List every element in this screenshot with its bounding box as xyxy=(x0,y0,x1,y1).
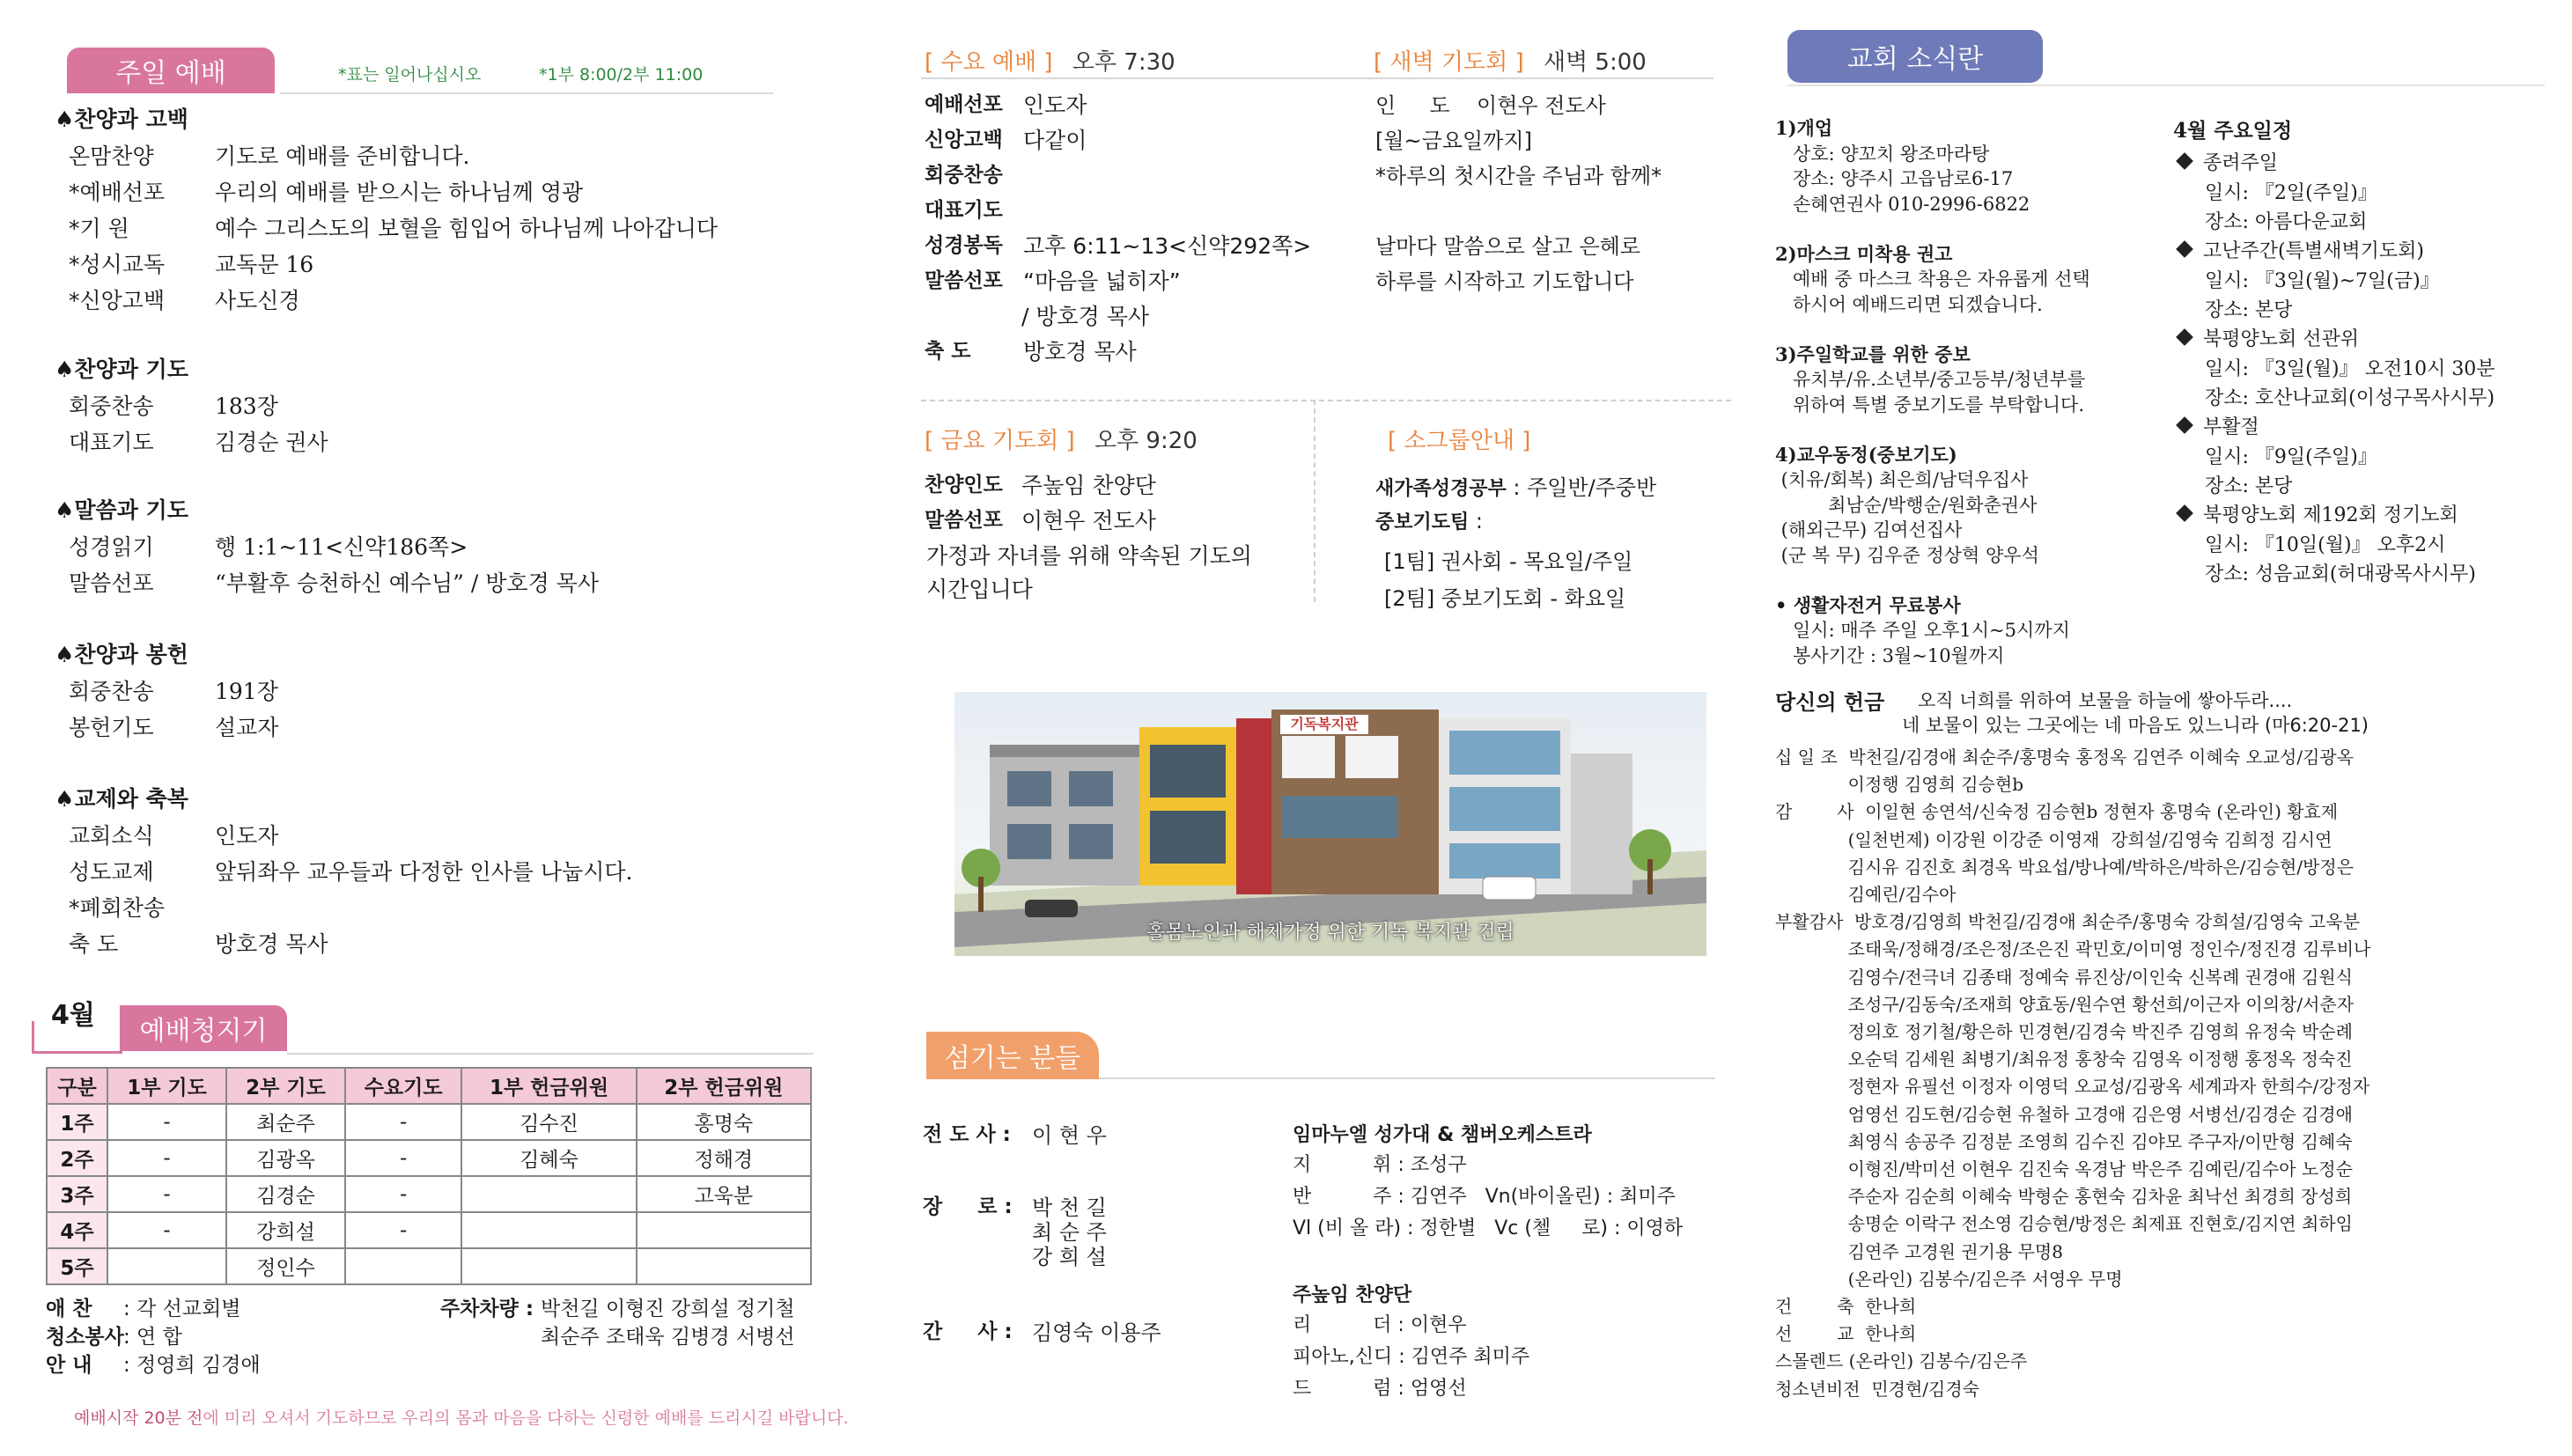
servant-name: 최 순 주 xyxy=(1032,1220,1107,1245)
worship-item-label: 회중찬송 xyxy=(69,679,154,704)
offering-line: 조성구/김동숙/조재희 양효동/원수연 황선희/이근자 이의창/서춘자 xyxy=(1775,993,2355,1015)
news-line: 손혜연권사 010-2996-6822 xyxy=(1775,193,2030,215)
table-cell: 최순주 xyxy=(226,1104,345,1140)
worship-item-label: 봉헌기도 xyxy=(69,715,154,740)
wednesday-label: 말씀선포 xyxy=(925,269,1003,292)
worship-item-value: 191장 xyxy=(215,679,278,704)
news-line: 일시: 매주 주일 오후1시~5시까지 xyxy=(1775,620,2070,641)
worship-item-value: 방호경 목사 xyxy=(215,931,328,957)
news-line: (치유/회복) 최은희/남덕우집사 xyxy=(1775,469,2029,490)
table-header-cell: 구분 xyxy=(47,1068,107,1104)
schedule-name: 고난주간(특별새벽기도회) xyxy=(2203,240,2424,262)
table-cell: 김수진 xyxy=(461,1104,636,1140)
small-group-line xyxy=(1375,470,1656,501)
schedule-item xyxy=(2175,500,2458,527)
worship-item-label: 축 도 xyxy=(69,931,119,957)
attendance-tab: 예배청지기 xyxy=(120,1005,287,1051)
wednesday-value: “마음을 넓히자” xyxy=(1023,268,1181,294)
worship-item-value: 김경순 권사 xyxy=(215,430,328,455)
servant-name: 김영숙 이용주 xyxy=(1032,1320,1161,1345)
worship-item-label: *신앙고백 xyxy=(69,288,166,313)
friday-text-1: 가정과 자녀를 위해 약속된 기도의 xyxy=(926,543,1252,569)
small-group-name: 새가족성경공부 xyxy=(1375,478,1507,500)
wednesday-title-text: [ 수요 예배 ] xyxy=(925,49,1053,76)
friday-label: 찬양인도 xyxy=(925,474,1003,496)
servant-role: 간 사 : xyxy=(923,1320,1013,1343)
dawn-line: [월~금요일까지] xyxy=(1375,129,1532,153)
friday-value: 주높임 찬양단 xyxy=(1021,473,1156,498)
dawn-title-text: [ 새벽 기도회 ] xyxy=(1374,49,1524,76)
parking-label: 주차차량 : xyxy=(440,1298,534,1320)
offering-line: 건 축 한나희 xyxy=(1775,1296,1917,1317)
wednesday-value: 인도자 xyxy=(1023,92,1087,118)
table-cell: 정해경 xyxy=(637,1140,811,1176)
small-group-detail: : 주일반/주중반 xyxy=(1506,475,1657,500)
offering-line: 주순자 김순희 이혜숙 박형순 홍현숙 김차윤 최낙선 최경희 장성희 xyxy=(1775,1186,2353,1208)
table-header-cell: 수요기도 xyxy=(345,1068,461,1104)
news-line: 최남순/박행순/원화춘권사 xyxy=(1775,494,2038,516)
offering-line: 십 일 조 박천길/김경애 최순주/홍명숙 홍정옥 김연주 이혜숙 오교성/김광옥 xyxy=(1775,746,2355,768)
building-image xyxy=(954,692,1706,956)
schedule-name: 부활절 xyxy=(2203,416,2259,438)
schedule-name: 종려주일 xyxy=(2203,152,2279,174)
schedule-detail: 장소: 아름다운교회 xyxy=(2205,211,2368,233)
footer-value: : 연 합 xyxy=(123,1326,182,1349)
month-tab-box xyxy=(32,1021,122,1054)
table-cell: 김혜숙 xyxy=(461,1140,636,1176)
worship-item-label: 성도교제 xyxy=(69,859,154,885)
worship-item-label: *기 원 xyxy=(69,216,129,241)
schedule-item xyxy=(2175,236,2424,263)
news-line: 하시어 예배드리면 되겠습니다. xyxy=(1775,293,2043,315)
offering-line: 선 교 한나희 xyxy=(1775,1323,1917,1345)
section-title: ♠말씀과 기도 xyxy=(55,497,188,523)
table-header-cell: 2부 기도 xyxy=(226,1068,345,1104)
news-line: (군 복 무) 김우준 정상혁 양우석 xyxy=(1775,544,2039,566)
table-cell: 고욱분 xyxy=(637,1176,811,1212)
table-cell xyxy=(637,1248,811,1284)
servant-name: 이 현 우 xyxy=(1032,1123,1107,1148)
praise-line: 피아노,신디 : 김연주 최미주 xyxy=(1293,1346,1530,1368)
table-cell: 정인수 xyxy=(226,1248,345,1284)
month-label: 4월 xyxy=(51,1000,95,1031)
praise-line: 리 더 : 이현우 xyxy=(1293,1314,1467,1336)
table-cell: - xyxy=(107,1104,226,1140)
worship-item-value: 사도신경 xyxy=(215,288,300,313)
dawn-line: 인 도 이현우 전도사 xyxy=(1375,93,1606,118)
news-line: 장소: 양주시 고읍남로6-17 xyxy=(1775,168,2014,189)
offering-line: 송명순 이락구 전소영 김승현/방정은 최제표 진현호/김지연 최하임 xyxy=(1775,1213,2353,1235)
wednesday-label: 대표기도 xyxy=(925,199,1003,222)
friday-title xyxy=(925,423,1198,455)
choir-line: 지 휘 : 조성구 xyxy=(1293,1154,1467,1176)
table-cell: 홍명숙 xyxy=(637,1104,811,1140)
schedule-detail: 장소: 성음교회(허대광목사시무) xyxy=(2205,563,2476,585)
offering-line: 청소년비전 민경현/김경숙 xyxy=(1775,1378,1979,1400)
standing-note: *표는 일어나십시오 xyxy=(338,65,482,85)
diamond-icon xyxy=(2176,504,2193,522)
table-cell: 김광옥 xyxy=(226,1140,345,1176)
section-title: ♠찬양과 고백 xyxy=(55,107,188,132)
footer-value: : 정영희 김경애 xyxy=(123,1354,261,1377)
table-cell: - xyxy=(345,1104,461,1140)
worship-item-label: *성시교독 xyxy=(69,252,166,277)
footer-label: 청소봉사 xyxy=(46,1326,124,1349)
worship-item-value: 앞뒤좌우 교우들과 다정한 인사를 나눕시다. xyxy=(215,859,633,885)
offering-line: 오순덕 김세원 최병기/최유정 홍창숙 김영옥 이정행 홍정옥 정숙진 xyxy=(1775,1048,2353,1070)
service-times-note: *1부 8:00/2부 11:00 xyxy=(539,65,704,85)
dawn-line: 하루를 시작하고 기도합니다 xyxy=(1375,269,1634,294)
worship-item-value: 행 1:1~11<신약186쪽> xyxy=(215,534,468,560)
table-cell xyxy=(461,1248,636,1284)
offering-line: 정현자 유필선 이정자 이영덕 오교성/김광옥 세계과자 한희수/강정자 xyxy=(1775,1076,2370,1098)
table-header-cell: 1부 헌금위원 xyxy=(461,1068,636,1104)
worship-item-value: 예수 그리스도의 보혈을 힘입어 하나님께 나아갑니다 xyxy=(215,216,719,241)
table-cell: 강희설 xyxy=(226,1212,345,1248)
wednesday-value: / 방호경 목사 xyxy=(1021,304,1150,329)
news-rule xyxy=(1787,85,2545,86)
table-cell: - xyxy=(345,1212,461,1248)
footer-value: : 각 선교회별 xyxy=(123,1298,241,1320)
news-line: 유치부/유.소년부/중고등부/청년부를 xyxy=(1775,369,2086,390)
schedule-name: 북평양노회 선관위 xyxy=(2203,328,2360,350)
wednesday-label: 축 도 xyxy=(925,340,971,363)
header-divider xyxy=(280,92,773,94)
news-heading: 1)개업 xyxy=(1775,117,1833,139)
offering-line: 스몰렌드 (온라인) 김봉수/김은주 xyxy=(1775,1350,2028,1372)
news-heading: 4)교우동정(중보기도) xyxy=(1775,443,1957,466)
friday-time: 오후 9:20 xyxy=(1094,428,1198,454)
schedule-detail: 장소: 본당 xyxy=(2205,475,2293,497)
offering-line: 감 사 이일현 송연석/신숙정 김승현b 정현자 홍명숙 (온라인) 황효제 xyxy=(1775,801,2339,823)
offering-line: 김영수/전극녀 김종태 정예숙 류진상/이인숙 신복례 권경애 김원식 xyxy=(1775,966,2353,988)
servants-tab: 섬기는 분들 xyxy=(926,1032,1099,1079)
friday-text-2: 시간입니다 xyxy=(926,577,1033,602)
building-sign: 기독복지관 xyxy=(1280,715,1368,734)
offering-line: (일천번제) 이강원 이강준 이영재 강희설/김영숙 김희정 김시연 xyxy=(1775,828,2332,850)
news-line: 예배 중 마스크 착용은 자유롭게 선택 xyxy=(1775,268,2090,290)
choir-title: 임마누엘 성가대 & 챔버오케스트라 xyxy=(1293,1124,1592,1146)
wednesday-title xyxy=(925,44,1175,77)
offering-line: 정의호 정기철/황은하 민경현/김경숙 박진주 김영희 유정숙 박순례 xyxy=(1775,1021,2353,1042)
wednesday-label: 성경봉독 xyxy=(925,234,1003,257)
worship-item-value: 설교자 xyxy=(215,715,279,740)
news-line: (해외근무) 김여선집사 xyxy=(1775,519,1963,540)
worship-item-value: 183장 xyxy=(215,393,278,419)
section-title: ♠찬양과 기도 xyxy=(55,357,188,382)
offering-line: 김예린/김수아 xyxy=(1775,884,1957,905)
schedule-item xyxy=(2175,324,2359,351)
bottom-note xyxy=(74,1405,849,1429)
offering-verse-1: 오직 너희를 위하여 보물을 하늘에 쌓아두라.... xyxy=(1918,690,2293,711)
offering-title: 당신의 헌금 xyxy=(1775,689,1885,715)
wednesday-time: 오후 7:30 xyxy=(1072,49,1175,76)
choir-line: 반 주 : 김연주 Vn(바이올린) : 최미주 xyxy=(1293,1186,1676,1208)
bottom-note-strong: 예배시작 20분 전 xyxy=(74,1408,203,1428)
news-heading: 2)마스크 미착용 권고 xyxy=(1775,242,1953,265)
wednesday-label: 예배선포 xyxy=(925,93,1003,116)
offering-line: 이형진/박미선 이현우 김진숙 옥경남 박은주 김예린/김수아 노정순 xyxy=(1775,1158,2353,1180)
table-row xyxy=(47,1104,811,1140)
offering-verse-2: 네 보물이 있는 그곳에는 네 마음도 있느니라 (마6:20-21) xyxy=(1902,715,2369,736)
parking-line-1: 박천길 이형진 강희설 정기철 xyxy=(541,1298,795,1320)
praise-line: 드 럼 : 엄영선 xyxy=(1293,1378,1467,1400)
news-heading: 3)주일학교를 위한 중보 xyxy=(1775,342,1971,365)
section-title: ♠교제와 축복 xyxy=(55,786,188,812)
worship-item-label: *폐회찬송 xyxy=(69,895,166,921)
choir-line: Vl (비 올 라) : 정한별 Vc (첼 로) : 이영하 xyxy=(1293,1217,1684,1239)
table-cell: - xyxy=(345,1140,461,1176)
offering-line: 김연주 고경원 권기용 무명8 xyxy=(1775,1240,2063,1262)
table-header-cell: 2부 헌금위원 xyxy=(637,1068,811,1104)
table-row xyxy=(47,1176,811,1212)
servant-role: 전 도 사 : xyxy=(923,1123,1011,1146)
worship-item-value: “부활후 승천하신 예수님” / 방호경 목사 xyxy=(215,570,599,596)
table-cell: 2주 xyxy=(47,1140,107,1176)
worship-item-label: 교회소식 xyxy=(69,823,154,849)
offering-line: 조태욱/정해경/조은정/조은진 곽민호/이미영 정인수/정진경 김루비나 xyxy=(1775,938,2371,960)
worship-item-label: *예배선포 xyxy=(69,180,166,205)
wednesday-value: 방호경 목사 xyxy=(1023,339,1137,364)
footer-label: 애 찬 xyxy=(46,1298,92,1320)
table-cell: 3주 xyxy=(47,1176,107,1212)
worship-item-label: 온맘찬양 xyxy=(69,143,154,169)
servants-rule xyxy=(1099,1077,1715,1079)
diamond-icon xyxy=(2176,152,2193,170)
small-group-name: 중보기도팀 xyxy=(1375,511,1470,533)
table-cell: 1주 xyxy=(47,1104,107,1140)
wednesday-value: 다같이 xyxy=(1023,128,1087,153)
table-cell: 김경순 xyxy=(226,1176,345,1212)
table-header-cell: 1부 기도 xyxy=(107,1068,226,1104)
offering-line: 부활감사 방호경/김영희 박천길/김경애 최순주/홍명숙 강희설/김영숙 고욱분 xyxy=(1775,911,2361,933)
footer-label: 안 내 xyxy=(46,1354,92,1377)
bottom-note-rest: 에 미리 오셔서 기도하므로 우리의 몸과 마음을 다하는 신령한 예배를 드리시길 바랍니다. xyxy=(203,1408,849,1428)
table-cell xyxy=(461,1176,636,1212)
small-group-detail: [1팀] 권사회 - 목요일/주일 xyxy=(1384,549,1633,574)
small-group-line xyxy=(1384,581,1625,612)
schedule-detail: 일시: 『10일(월)』 오후2시 xyxy=(2205,534,2446,556)
worship-item-value: 인도자 xyxy=(215,823,279,849)
small-group-detail: [2팀] 중보기도회 - 화요일 xyxy=(1384,586,1626,611)
dawn-line: *하루의 첫시간을 주님과 함께* xyxy=(1375,164,1662,188)
wednesday-label: 회중찬송 xyxy=(925,164,1003,187)
news-line: 봉사기간 : 3월~10월까지 xyxy=(1775,644,2005,666)
wednesday-label: 신앙고백 xyxy=(925,129,1003,151)
schedule-item xyxy=(2175,412,2259,439)
dawn-line: 날마다 말씀으로 살고 은혜로 xyxy=(1375,234,1641,259)
wednesday-value: 고후 6:11~13<신약292쪽> xyxy=(1023,233,1312,259)
table-cell xyxy=(107,1248,226,1284)
schedule-name: 북평양노회 제192회 정기노회 xyxy=(2203,504,2458,526)
offering-line: 엄영선 김도현/김승현 유철하 고경애 김은영 서병선/김경순 김경애 xyxy=(1775,1103,2353,1125)
worship-item-value: 우리의 예배를 받으시는 하나님께 영광 xyxy=(215,180,584,205)
attendance-table xyxy=(46,1067,812,1285)
schedule-detail: 장소: 본당 xyxy=(2205,299,2293,321)
table-row xyxy=(47,1140,811,1176)
section-title: ♠찬양과 봉헌 xyxy=(55,642,188,667)
friday-value: 이현우 전도사 xyxy=(1021,508,1156,533)
offering-line: (온라인) 김봉수/김은주 서영우 무명 xyxy=(1775,1268,2123,1290)
dawn-time: 새벽 5:00 xyxy=(1543,49,1647,76)
friday-title-text: [ 금요 기도회 ] xyxy=(925,428,1075,454)
offering-line: 최영식 송공주 김정분 조영희 김수진 김야모 주구자/이만형 김혜숙 xyxy=(1775,1130,2353,1152)
schedule-detail: 일시: 『2일(주일)』 xyxy=(2205,182,2377,204)
diamond-icon xyxy=(2176,328,2193,346)
table-cell: 4주 xyxy=(47,1212,107,1248)
schedule-title: 4월 주요일정 xyxy=(2173,119,2293,143)
worship-item-value: 기도로 예배를 준비합니다. xyxy=(215,143,470,169)
table-cell: - xyxy=(107,1176,226,1212)
news-line: 상호: 양꼬치 왕조마라탕 xyxy=(1775,143,1990,165)
building-caption: 홀몸노인과 해체가정 위한 기독 복지관 건립 xyxy=(1146,922,1514,944)
worship-item-label: 회중찬송 xyxy=(69,393,154,419)
servant-name: 강 희 설 xyxy=(1032,1245,1107,1269)
servant-role: 장 로 : xyxy=(923,1195,1013,1218)
worship-item-label: 성경읽기 xyxy=(69,534,154,560)
dawn-title xyxy=(1374,44,1647,77)
small-group-detail: : xyxy=(1469,509,1483,533)
diamond-icon xyxy=(2176,416,2193,434)
schedule-detail: 일시: 『9일(주일)』 xyxy=(2205,446,2377,468)
worship-item-label: 말씀선포 xyxy=(69,570,154,596)
praise-title: 주높임 찬양단 xyxy=(1293,1284,1412,1306)
worship-item-label: 대표기도 xyxy=(69,430,154,455)
table-cell: 5주 xyxy=(47,1248,107,1284)
table-cell: - xyxy=(107,1212,226,1248)
friday-label: 말씀선포 xyxy=(925,509,1003,532)
table-row xyxy=(47,1248,811,1284)
parking-line-2: 최순주 조태욱 김병경 서병선 xyxy=(541,1326,795,1349)
table-cell: - xyxy=(107,1140,226,1176)
mid-second-rule xyxy=(921,400,1731,403)
sunday-worship-tab: 주일 예배 xyxy=(67,48,275,93)
mid-top-rule xyxy=(921,77,1713,79)
small-group-title: [ 소그룹안내 ] xyxy=(1388,428,1531,454)
table-cell xyxy=(637,1212,811,1248)
church-news-tab: 교회 소식란 xyxy=(1787,30,2043,83)
schedule-detail: 일시: 『3일(월)~7일(금)』 xyxy=(2205,270,2440,292)
small-group-line xyxy=(1384,544,1632,575)
schedule-detail: 일시: 『3일(월)』 오전10시 30분 xyxy=(2205,358,2495,380)
table-top-rule xyxy=(287,1053,814,1055)
diamond-icon xyxy=(2176,240,2193,258)
worship-item-value: 교독문 16 xyxy=(215,252,314,277)
news-heading: • 생활자전거 무료봉사 xyxy=(1775,593,1961,616)
table-cell xyxy=(461,1212,636,1248)
offering-line: 이정행 김영희 김승현b xyxy=(1775,774,2024,796)
table-row xyxy=(47,1212,811,1248)
news-line: 위하여 특별 중보기도를 부탁합니다. xyxy=(1775,393,2085,415)
small-group-line xyxy=(1375,507,1483,534)
schedule-detail: 장소: 호산나교회(이성구목사시무) xyxy=(2205,387,2495,409)
mid-divider xyxy=(1314,400,1317,602)
schedule-item xyxy=(2175,148,2278,175)
table-cell xyxy=(345,1248,461,1284)
offering-line: 김시유 김진호 최경옥 박요섭/방나예/박하은/박하은/김승현/방정은 xyxy=(1775,856,2355,878)
servant-name: 박 천 길 xyxy=(1032,1195,1107,1220)
table-cell: - xyxy=(345,1176,461,1212)
